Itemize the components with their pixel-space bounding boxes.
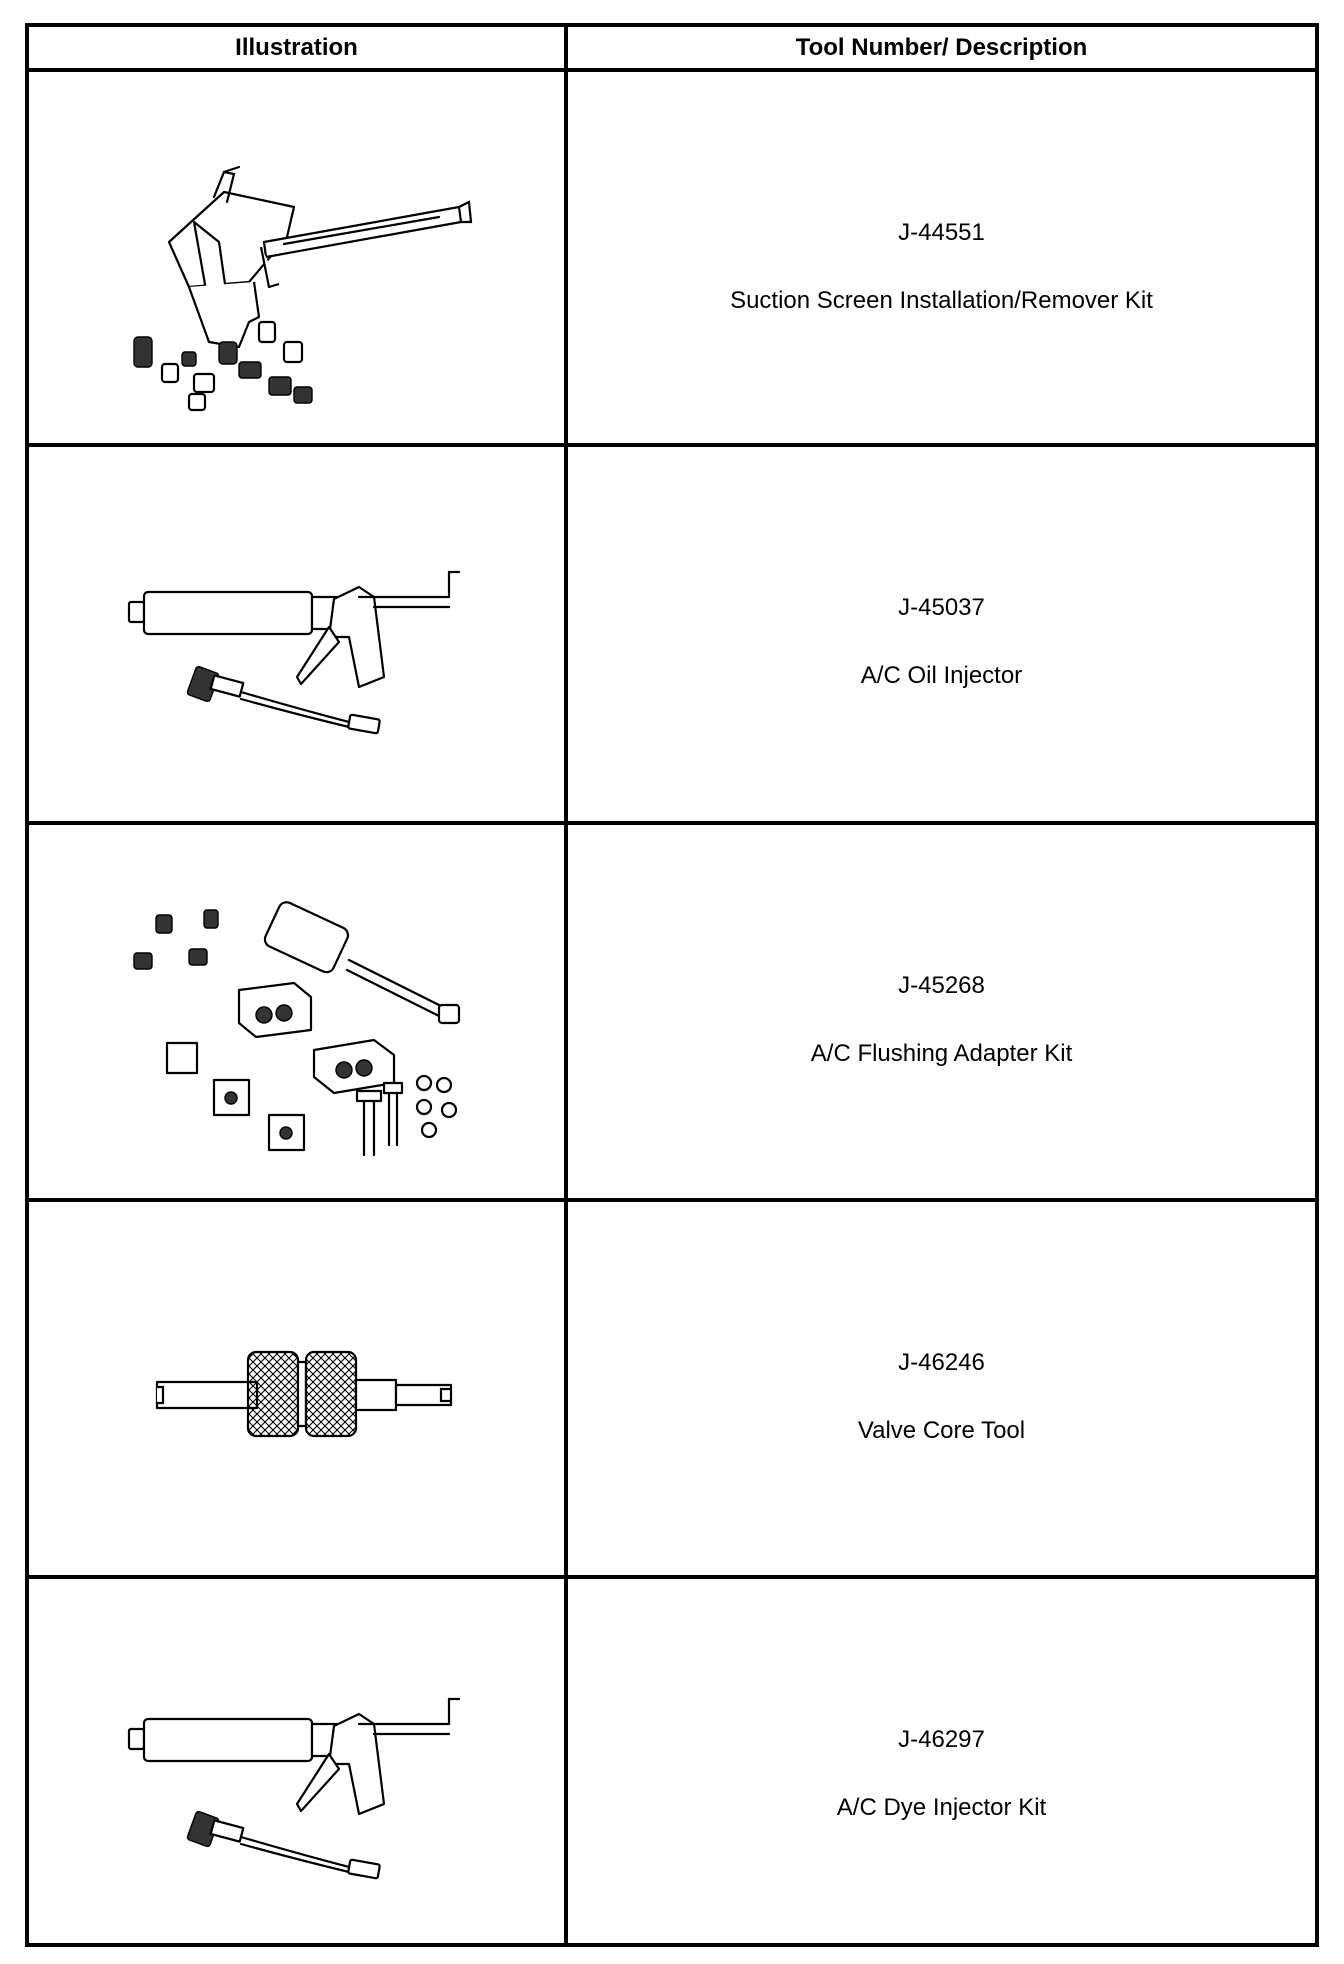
- tool-number: J-46246: [898, 1349, 985, 1376]
- table-row: [29, 447, 1315, 821]
- table-row: [29, 825, 1315, 1198]
- description-cell: [568, 825, 1315, 1198]
- header-illustration: Illustration: [235, 33, 358, 61]
- oil-injector-illustration: [29, 447, 564, 821]
- tool-description: A/C Dye Injector Kit: [836, 1794, 1047, 1821]
- illustration-cell: [29, 72, 564, 443]
- tool-description: Suction Screen Installation/Remover Kit: [730, 287, 1153, 314]
- illustration-cell: [29, 447, 564, 821]
- table-row: [29, 1202, 1315, 1575]
- valve-core-tool-illustration: [29, 1202, 564, 1575]
- tool-description: A/C Oil Injector: [860, 662, 1023, 689]
- table-row: [29, 72, 1315, 443]
- illustration-cell: [29, 1579, 564, 1943]
- suction-screen-kit-illustration: [29, 72, 564, 443]
- special-tools-table: [25, 23, 1319, 1947]
- tool-description: Valve Core Tool: [857, 1417, 1026, 1444]
- description-cell: [568, 1579, 1315, 1943]
- description-cell: [568, 447, 1315, 821]
- tool-number: J-44551: [898, 219, 985, 246]
- description-cell: [568, 1202, 1315, 1575]
- tool-number: J-46297: [898, 1726, 985, 1753]
- illustration-cell: [29, 825, 564, 1198]
- illustration-cell: [29, 1202, 564, 1575]
- tool-number: J-45268: [898, 972, 985, 999]
- flushing-adapter-kit-illustration: [29, 825, 564, 1198]
- header-tool-number-description: Tool Number/ Description: [795, 33, 1088, 61]
- description-cell: [568, 72, 1315, 443]
- tool-description: A/C Flushing Adapter Kit: [810, 1040, 1073, 1067]
- dye-injector-illustration: [29, 1579, 564, 1943]
- tool-number: J-45037: [898, 594, 985, 621]
- table-row: [29, 1579, 1315, 1943]
